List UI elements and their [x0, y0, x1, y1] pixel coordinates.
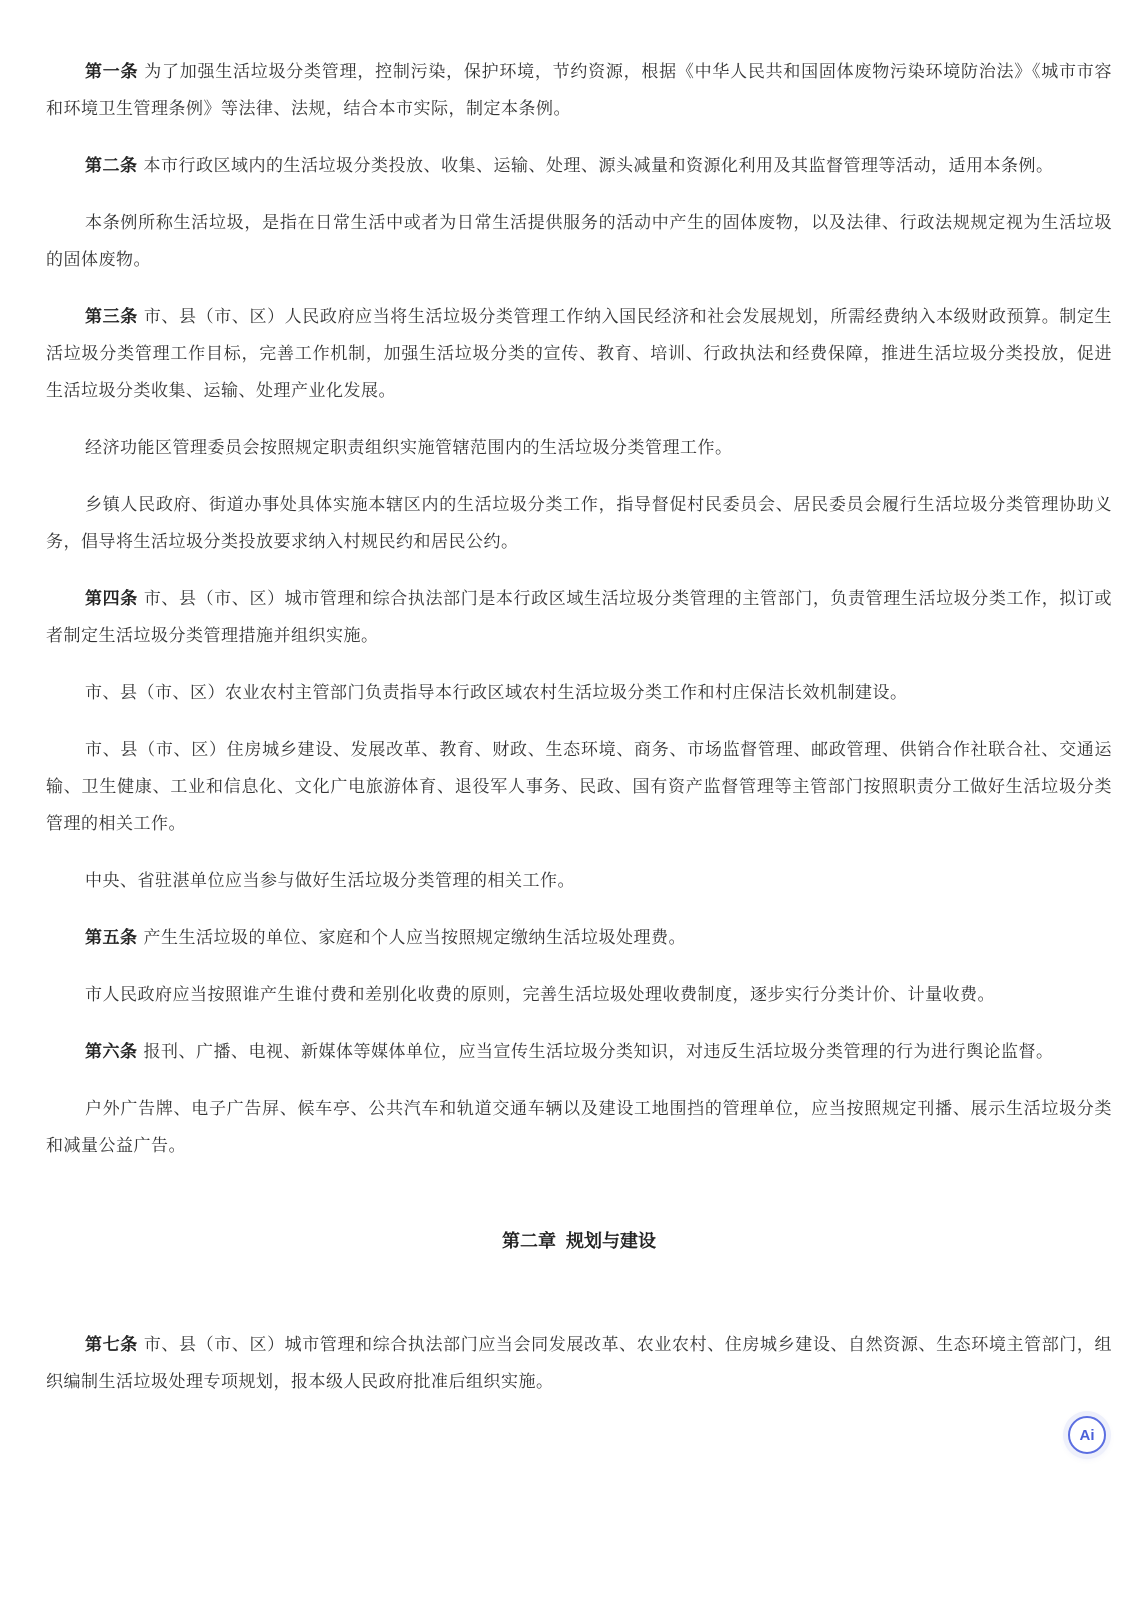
article-5-paragraph [46, 977, 1112, 1014]
article-text: 本条例所称生活垃圾，是指在日常生活中或者为日常生活提供服务的活动中产生的固体废物，以及法律、行政法规规定视为生活垃圾的固体废物。 [46, 213, 1112, 270]
ai-assistant-button[interactable] [1068, 1416, 1106, 1454]
article-6-paragraph [46, 1091, 1112, 1165]
article-label: 第六条 [85, 1042, 138, 1062]
article-label: 第七条 [85, 1335, 138, 1355]
article-text: 市、县（市、区）城市管理和综合执法部门应当会同发展改革、农业农村、住房城乡建设、自然资源、生态环境主管部门，组织编制生活垃圾处理专项规划，报本级人民政府批准后组织实施。 [46, 1335, 1113, 1392]
article-text: 产生生活垃圾的单位、家庭和个人应当按照规定缴纳生活垃圾处理费。 [143, 928, 686, 948]
ai-assistant-icon: Ai [1079, 1426, 1095, 1444]
article-text: 报刊、广播、电视、新媒体等媒体单位，应当宣传生活垃圾分类知识，对违反生活垃圾分类管理的行为进行舆论监督。 [143, 1042, 1054, 1062]
chapter-number: 第二章 [502, 1231, 556, 1252]
article-1 [46, 54, 1112, 128]
article-text: 为了加强生活垃圾分类管理，控制污染，保护环境，节约资源，根据《中华人民共和国固体废物污染环境防治法》《城市市容和环境卫生管理条例》等法律、法规，结合本市实际，制定本条例。 [46, 62, 1112, 119]
article-text: 户外广告牌、电子广告屏、候车亭、公共汽车和轨道交通车辆以及建设工地围挡的管理单位，应当按照规定刊播、展示生活垃圾分类和减量公益广告。 [46, 1099, 1112, 1156]
article-label: 第二条 [85, 156, 138, 176]
article-3-paragraph [46, 430, 1112, 467]
article-label: 第三条 [85, 307, 138, 327]
article-6 [46, 1034, 1112, 1071]
article-text: 本市行政区域内的生活垃圾分类投放、收集、运输、处理、源头减量和资源化利用及其监督管理等活动，适用本条例。 [143, 156, 1054, 176]
article-text: 经济功能区管理委员会按照规定职责组织实施管辖范围内的生活垃圾分类管理工作。 [85, 438, 733, 458]
article-text: 市、县（市、区）住房城乡建设、发展改革、教育、财政、生态环境、商务、市场监督管理、邮政管理、供销合作社联合社、交通运输、卫生健康、工业和信息化、文化广电旅游体育、退役军人事务、民政、国有资产监督管理等主管部门按照职责分工做好生活垃圾分类管理的相关工作。 [46, 740, 1112, 834]
article-2-paragraph [46, 205, 1112, 279]
article-text: 市人民政府应当按照谁产生谁付费和差别化收费的原则，完善生活垃圾处理收费制度，逐步实行分类计价、计量收费。 [85, 985, 995, 1005]
article-4 [46, 581, 1112, 655]
article-3-paragraph [46, 487, 1112, 561]
article-label: 第四条 [85, 589, 138, 609]
article-2 [46, 148, 1112, 185]
article-text: 市、县（市、区）农业农村主管部门负责指导本行政区域农村生活垃圾分类工作和村庄保洁长效机制建设。 [85, 683, 908, 703]
article-5 [46, 920, 1112, 957]
article-4-paragraph [46, 675, 1112, 712]
article-7 [46, 1327, 1112, 1401]
article-3 [46, 299, 1112, 410]
article-label: 第一条 [85, 62, 139, 82]
article-4-paragraph [46, 732, 1112, 843]
article-label: 第五条 [85, 928, 138, 948]
article-text: 中央、省驻湛单位应当参与做好生活垃圾分类管理的相关工作。 [85, 871, 575, 891]
article-4-paragraph [46, 863, 1112, 900]
article-text: 市、县（市、区）人民政府应当将生活垃圾分类管理工作纳入国民经济和社会发展规划，所需经费纳入本级财政预算。制定生活垃圾分类管理工作目标，完善工作机制，加强生活垃圾分类的宣传、教育、培训、行政执法和经费保障，推进生活垃圾分类投放，促进生活垃圾分类收集、运输、处理产业化发展。 [46, 307, 1113, 401]
article-text: 乡镇人民政府、街道办事处具体实施本辖区内的生活垃圾分类工作，指导督促村民委员会、居民委员会履行生活垃圾分类管理协助义务，倡导将生活垃圾分类投放要求纳入村规民约和居民公约。 [46, 495, 1112, 552]
chapter-title: 规划与建设 [566, 1231, 656, 1252]
document-body [46, 54, 1112, 1421]
article-text: 市、县（市、区）城市管理和综合执法部门是本行政区域生活垃圾分类管理的主管部门，负责管理生活垃圾分类工作，拟订或者制定生活垃圾分类管理措施并组织实施。 [46, 589, 1113, 646]
chapter-heading [46, 1227, 1112, 1257]
